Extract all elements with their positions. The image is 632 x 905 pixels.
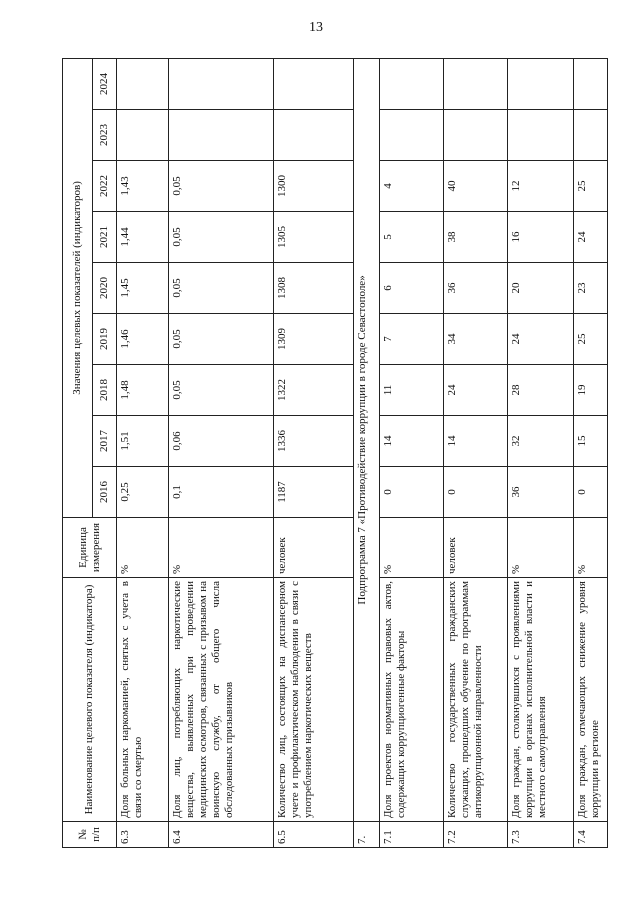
header-year: 2023 — [93, 110, 117, 161]
header-name: Наименование целевого показателя (индикатора) — [63, 578, 117, 822]
row-name: Доля проектов нормативных правовых актов, содержащих коррупциогенные факторы — [380, 578, 444, 822]
indicators-table — [62, 58, 608, 848]
table-row — [117, 58, 169, 847]
row-unit: % — [574, 518, 608, 578]
table-row — [444, 58, 508, 847]
header-year: 2017 — [93, 416, 117, 467]
row-value: 0,05 — [169, 314, 274, 365]
row-value: 0,1 — [169, 467, 274, 518]
row-value: 1,44 — [117, 212, 169, 263]
row-value: 6 — [380, 263, 444, 314]
row-num: 7.4 — [574, 822, 608, 848]
row-value: 25 — [574, 314, 608, 365]
row-name: Количество лиц, состоящих на диспансерном учете и профилактическом наблюдении в связи с употреблением наркотических веществ — [274, 578, 354, 822]
row-value: 0 — [380, 467, 444, 518]
row-num: 7.3 — [508, 822, 574, 848]
row-value: 1,46 — [117, 314, 169, 365]
row-value: 1,48 — [117, 365, 169, 416]
row-value: 4 — [380, 161, 444, 212]
row-value: 24 — [508, 314, 574, 365]
row-value — [117, 110, 169, 161]
row-unit: % — [508, 518, 574, 578]
subprogram-title: Подпрограмма 7 «Противодействие коррупции в городе Севастополе» — [354, 58, 380, 821]
row-value: 1309 — [274, 314, 354, 365]
table-row — [169, 58, 274, 847]
table-row — [508, 58, 574, 847]
row-value: 1300 — [274, 161, 354, 212]
row-value — [444, 58, 508, 109]
row-value: 34 — [444, 314, 508, 365]
header-year: 2021 — [93, 212, 117, 263]
row-name: Доля больных наркоманией, снятых с учета в связи со смертью — [117, 578, 169, 822]
header-year: 2020 — [93, 263, 117, 314]
row-value: 19 — [574, 365, 608, 416]
row-value: 16 — [508, 212, 574, 263]
row-unit: % — [169, 518, 274, 578]
row-value: 5 — [380, 212, 444, 263]
row-value: 1305 — [274, 212, 354, 263]
row-value: 12 — [508, 161, 574, 212]
row-unit: человек — [444, 518, 508, 578]
row-value: 24 — [574, 212, 608, 263]
row-value: 11 — [380, 365, 444, 416]
header-year: 2016 — [93, 467, 117, 518]
subprogram-row — [354, 58, 380, 847]
row-value: 0,06 — [169, 416, 274, 467]
row-value: 32 — [508, 416, 574, 467]
row-value: 1322 — [274, 365, 354, 416]
row-unit: % — [117, 518, 169, 578]
row-value: 0 — [574, 467, 608, 518]
row-value: 24 — [444, 365, 508, 416]
header-values-group: Значения целевых показателей (индикаторов) — [63, 58, 93, 517]
row-name: Доля лиц, потребляющих наркотические вещества, выявленных при проведении медицинских осмотров, связанных с призывом на воинскую службу, от общего числа обследованных призывников — [169, 578, 274, 822]
row-value — [574, 58, 608, 109]
row-value: 7 — [380, 314, 444, 365]
row-value: 0,05 — [169, 365, 274, 416]
rotated-table-wrapper — [62, 58, 607, 848]
row-value — [169, 110, 274, 161]
row-value — [117, 58, 169, 109]
row-value: 36 — [444, 263, 508, 314]
row-value: 25 — [574, 161, 608, 212]
table-row — [574, 58, 608, 847]
row-num: 6.4 — [169, 822, 274, 848]
header-year: 2024 — [93, 58, 117, 109]
row-value: 28 — [508, 365, 574, 416]
row-num: 7.1 — [380, 822, 444, 848]
row-value: 0,05 — [169, 263, 274, 314]
row-name: Доля граждан, столкнувшихся с проявлениями коррупции в органах исполнительной власти и местного самоуправления — [508, 578, 574, 822]
row-value: 23 — [574, 263, 608, 314]
row-value: 0,25 — [117, 467, 169, 518]
header-year: 2022 — [93, 161, 117, 212]
row-value: 15 — [574, 416, 608, 467]
row-value: 1308 — [274, 263, 354, 314]
row-value — [444, 110, 508, 161]
row-value: 38 — [444, 212, 508, 263]
row-value: 1336 — [274, 416, 354, 467]
row-value: 0,05 — [169, 212, 274, 263]
header-num: № п/п — [63, 822, 117, 848]
row-value — [169, 58, 274, 109]
row-value: 36 — [508, 467, 574, 518]
row-name: Доля граждан, отмечающих снижение уровня коррупции в регионе — [574, 578, 608, 822]
row-value: 14 — [444, 416, 508, 467]
subprogram-num: 7. — [354, 822, 380, 848]
row-value: 14 — [380, 416, 444, 467]
row-value — [574, 110, 608, 161]
row-unit: человек — [274, 518, 354, 578]
row-value — [380, 110, 444, 161]
row-num: 6.3 — [117, 822, 169, 848]
row-value — [274, 58, 354, 109]
row-num: 7.2 — [444, 822, 508, 848]
row-value: 0 — [444, 467, 508, 518]
row-value — [508, 110, 574, 161]
page-number: 13 — [309, 20, 323, 35]
row-value: 20 — [508, 263, 574, 314]
row-value — [274, 110, 354, 161]
row-value: 0,05 — [169, 161, 274, 212]
table-row — [274, 58, 354, 847]
row-name: Количество государственных гражданских служащих, прошедших обучение по программам антикоррупционной направленности — [444, 578, 508, 822]
row-value — [380, 58, 444, 109]
row-value: 1,51 — [117, 416, 169, 467]
header-year: 2019 — [93, 314, 117, 365]
row-value: 1187 — [274, 467, 354, 518]
row-value — [508, 58, 574, 109]
header-year: 2018 — [93, 365, 117, 416]
table-row — [380, 58, 444, 847]
header-unit: Единица измерения — [63, 518, 117, 578]
header-row — [63, 58, 93, 847]
row-value: 1,43 — [117, 161, 169, 212]
row-value: 40 — [444, 161, 508, 212]
row-num: 6.5 — [274, 822, 354, 848]
row-value: 1,45 — [117, 263, 169, 314]
row-unit: % — [380, 518, 444, 578]
